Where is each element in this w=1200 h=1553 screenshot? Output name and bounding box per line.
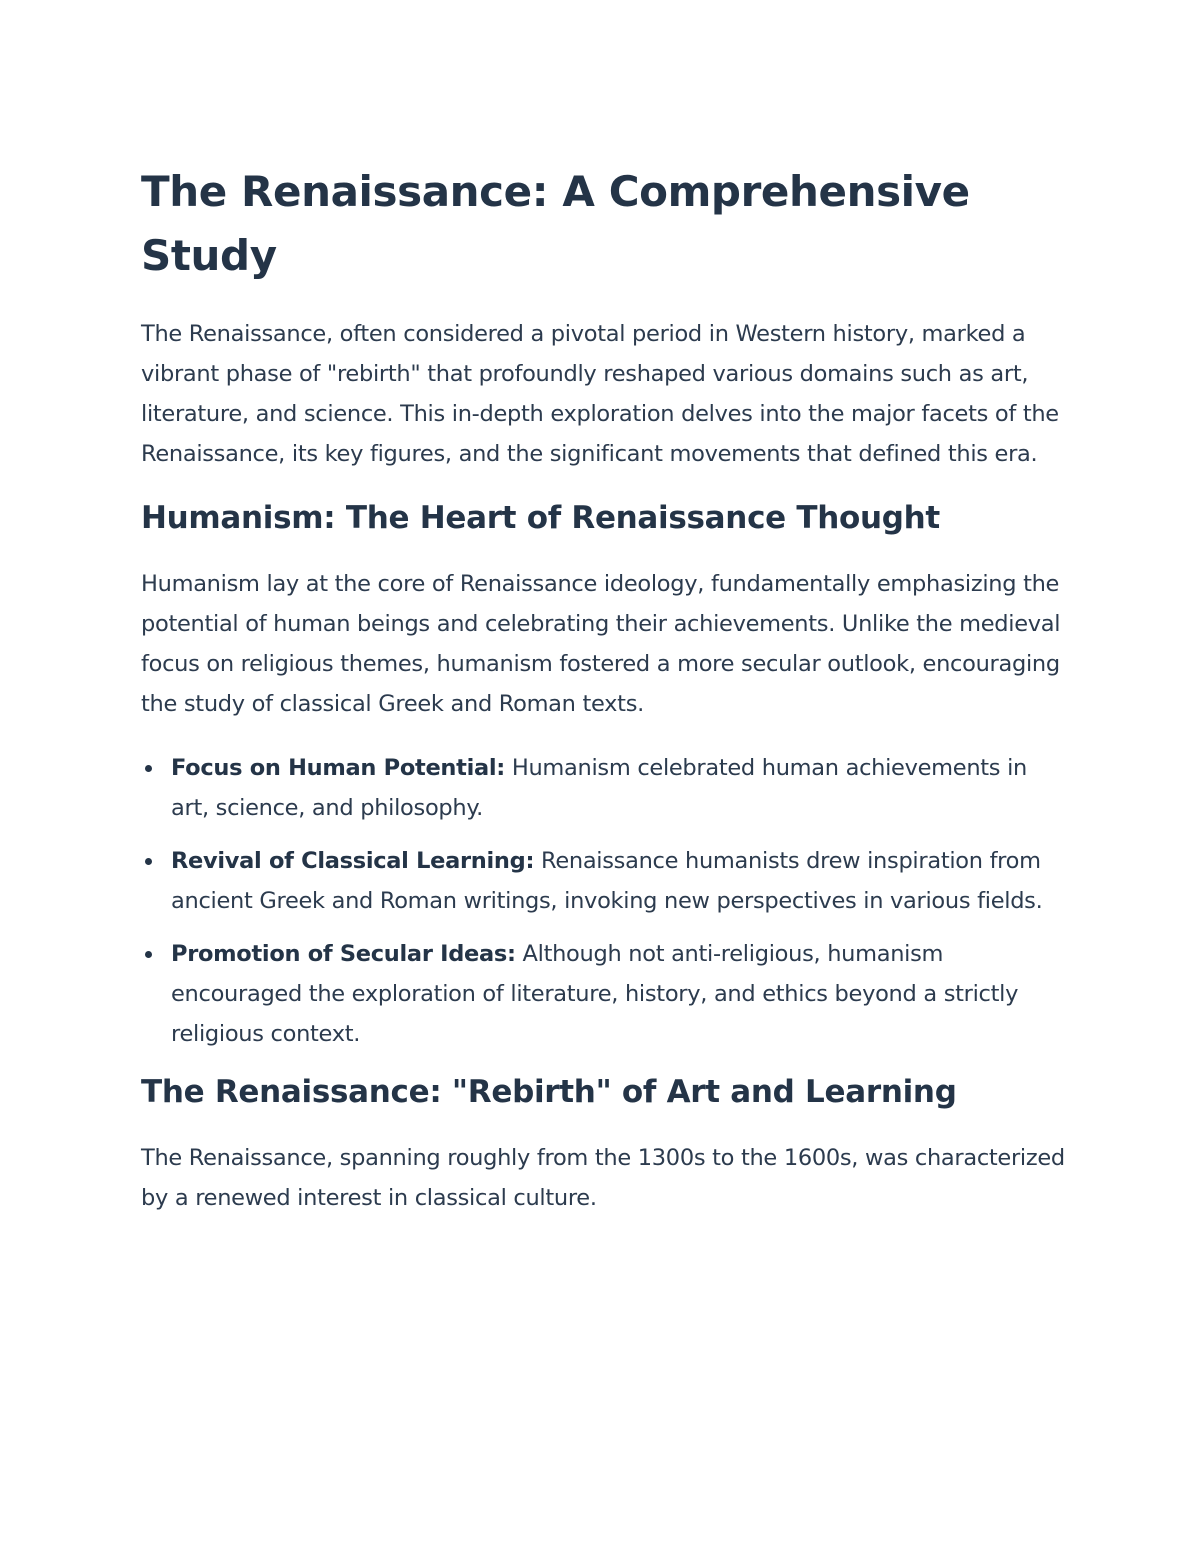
section-heading-humanism: Humanism: The Heart of Renaissance Thought <box>141 500 940 536</box>
bullet-term: Promotion of Secular Ideas: <box>171 941 516 967</box>
bullet-text: Humanism celebrated human achievements in art, science, and philosophy. <box>171 755 1027 821</box>
bullet-icon <box>145 765 152 772</box>
humanism-bullet-list <box>141 748 1066 1054</box>
document-page <box>141 160 1066 1242</box>
intro-paragraph: The Renaissance, often considered a pivotal period in Western history, marked a vibrant phase of "rebirth" that profoundly reshaped various domains such as art, literature, and science. This in-depth exploration delves into the major facets of the Renaissance, its key figures, and the significant movements that defined this era. <box>141 321 1059 467</box>
list-item <box>141 934 1066 1054</box>
section-heading-rebirth: The Renaissance: "Rebirth" of Art and Learning <box>141 1074 957 1110</box>
list-item <box>141 748 1066 828</box>
list-item <box>141 841 1066 921</box>
document-title: The Renaissance: A Comprehensive Study <box>141 167 970 280</box>
bullet-text: Renaissance humanists drew inspiration from ancient Greek and Roman writings, invoking new perspectives in various fields. <box>171 848 1043 914</box>
humanism-paragraph: Humanism lay at the core of Renaissance ideology, fundamentally emphasizing the potential of human beings and celebrating their achievements. Unlike the medieval focus on religious themes, humanism fostered a more secular outlook, encouraging the study of classical Greek and Roman texts. <box>141 571 1061 717</box>
bullet-icon <box>145 858 152 865</box>
bullet-term: Focus on Human Potential: <box>171 755 505 781</box>
bullet-term: Revival of Classical Learning: <box>171 848 535 874</box>
rebirth-paragraph: The Renaissance, spanning roughly from the 1300s to the 1600s, was characterized by a renewed interest in classical culture. <box>141 1145 1065 1211</box>
bullet-text: Although not anti-religious, humanism encouraged the exploration of literature, history, and ethics beyond a strictly religious context. <box>171 941 1019 1047</box>
bullet-icon <box>145 951 152 958</box>
